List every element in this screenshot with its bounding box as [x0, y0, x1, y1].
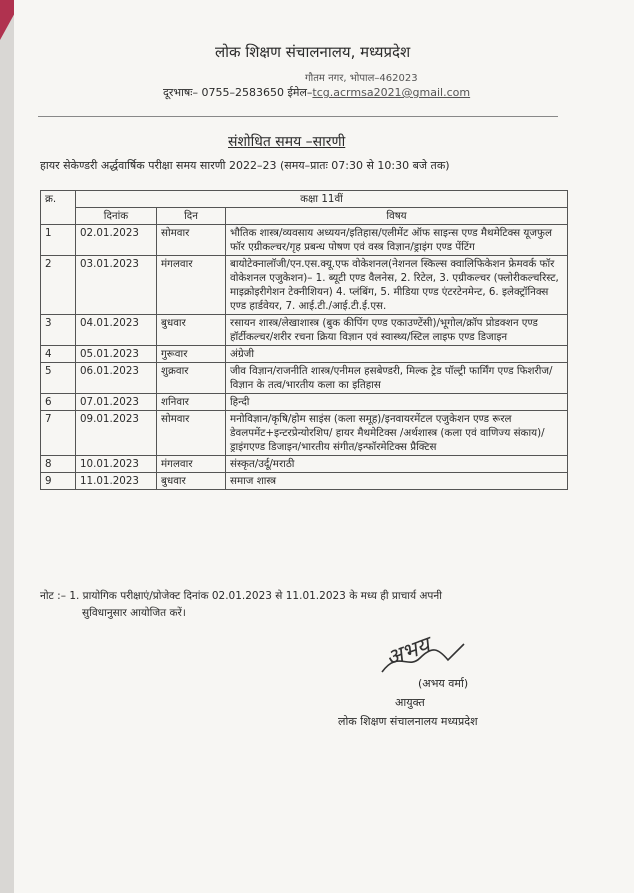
signatory-name: (अभय वर्मा): [418, 677, 469, 690]
table-row: [41, 225, 568, 256]
note-label: नोट :–: [40, 590, 66, 602]
document-subtitle: हायर सेकेण्डरी अर्द्धवार्षिक परीक्षा समय सारणी 2022–23 (समय–प्रातः 07:30 से 10:30 बजे तक): [40, 159, 450, 172]
row-date: 10.01.2023: [76, 456, 157, 473]
email-label: ईमेल–: [287, 86, 313, 99]
document-title: संशोधित समय –सारणी: [228, 134, 346, 150]
column-header-day: दिन: [157, 208, 226, 225]
row-date: 11.01.2023: [76, 473, 157, 490]
signatory-office: लोक शिक्षण संचालनालय मध्यप्रदेश: [338, 715, 478, 728]
table-subheader-row: [41, 208, 568, 225]
row-no: 8: [41, 456, 76, 473]
table-row: [41, 346, 568, 363]
row-subject: हिन्दी: [226, 394, 568, 411]
column-header-date: दिनांक: [76, 208, 157, 225]
office-name: लोक शिक्षण संचालनालय, मध्यप्रदेश: [215, 43, 411, 61]
row-no: 9: [41, 473, 76, 490]
table-row: [41, 315, 568, 346]
row-date: 03.01.2023: [76, 256, 157, 315]
row-date: 09.01.2023: [76, 411, 157, 456]
row-day: शुक्रवार: [157, 363, 226, 394]
row-day: बुधवार: [157, 473, 226, 490]
table-row: [41, 363, 568, 394]
row-no: 3: [41, 315, 76, 346]
column-header-no: क्र.: [41, 191, 76, 225]
signatory-role: आयुक्त: [395, 696, 425, 709]
row-date: 06.01.2023: [76, 363, 157, 394]
exam-timetable: [40, 190, 568, 490]
row-day: मंगलवार: [157, 256, 226, 315]
table-header-row: [41, 191, 568, 208]
row-date: 02.01.2023: [76, 225, 157, 256]
row-date: 04.01.2023: [76, 315, 157, 346]
note-line-1: 1. प्रायोगिक परीक्षाएं/प्रोजेक्ट दिनांक 02.01.2023 से 11.01.2023 के मध्य ही प्राचार्य अपनी: [69, 590, 442, 602]
column-header-subject: विषय: [226, 208, 568, 225]
row-no: 6: [41, 394, 76, 411]
row-day: मंगलवार: [157, 456, 226, 473]
table-row: [41, 456, 568, 473]
row-date: 07.01.2023: [76, 394, 157, 411]
row-subject: रसायन शास्त्र/लेखाशास्त्र (बुक कीपिंग एण्ड एकाउण्टेंसी)/भूगोल/क्रॉप प्रोडक्शन एण्ड हॉर्टीकल्चर/शरीर रचना क्रिया विज्ञान एवं स्वास्थ्य/स्टिल लाइफ एण्ड डिजाइन: [226, 315, 568, 346]
column-header-class: कक्षा 11वीं: [76, 191, 568, 208]
signature-text: अभय: [382, 632, 434, 672]
office-address: गौतम नगर, भोपाल–462023: [305, 73, 418, 84]
table-row: [41, 256, 568, 315]
phone-number: दूरभाषः– 0755–2583650: [163, 86, 284, 99]
row-subject: जीव विज्ञान/राजनीति शास्त्र/एनीमल हसबेण्डरी, मिल्क ट्रेड पॉल्ट्री फार्मिंग एण्ड फिशरीज/विज्ञान के तत्व/भारतीय कला का इतिहास: [226, 363, 568, 394]
page-edge: [0, 0, 14, 893]
row-subject: संस्कृत/उर्दू/मराठी: [226, 456, 568, 473]
row-subject: मनोविज्ञान/कृषि/होम साइंस (कला समूह)/इनवायरमेंटल एजुकेशन एण्ड रूरल डेवलपमेंट+इन्टरप्रेन्योरशिप/ हायर मैथमेटिक्स /अर्थशास्त्र (कला एवं वाणिज्य संकाय)/ड्राइंगएण्ड डिजाइन/भारतीय संगीत/इन्फॉरमेटिक्स प्रैक्टिस: [226, 411, 568, 456]
row-no: 4: [41, 346, 76, 363]
row-subject: समाज शास्त्र: [226, 473, 568, 490]
table-row: [41, 411, 568, 456]
email-address: tcg.acrmsa2021@gmail.com: [312, 86, 471, 99]
row-no: 7: [41, 411, 76, 456]
row-subject: भौतिक शास्त्र/व्यवसाय अध्ययन/इतिहास/एलीमेंट ऑफ साइन्स एण्ड मैथमेटिक्स यूजफुल फॉर एग्रीकल्चर/गृह प्रबन्ध पोषण एवं वस्त्र विज्ञान/ड्राइंग एण्ड पेंटिंग: [226, 225, 568, 256]
row-subject: बायोटेक्नालॉजी/एन.एस.क्यू.एफ वोकेशनल(नेशनल स्किल्स क्वालिफिकेशन फ्रेमवर्क फॉर वोकेशनल एजुकेशन)– 1. ब्यूटी एण्ड वैलनेस, 2. रिटेल, 3. एग्रीकल्चर (फ्लोरीकल्चरिस्ट, माइक्रोइरीगेशन टेक्नीशियन) 4. प्लंबिंग, 5. मीडिया एण्ड एंटरटेनमेन्ट, 6. इलेक्ट्रॉनिक्स एण्ड हार्डवेयर, 7. आई.टी./आई.टी.ई.एस.: [226, 256, 568, 315]
row-no: 2: [41, 256, 76, 315]
note-block: [40, 588, 580, 622]
table-row: [41, 394, 568, 411]
row-day: सोमवार: [157, 411, 226, 456]
header-divider: [38, 116, 558, 117]
note-line-2: सुविधानुसार आयोजित करें।: [82, 607, 186, 619]
row-subject: अंग्रेजी: [226, 346, 568, 363]
row-day: शनिवार: [157, 394, 226, 411]
contact-line: [163, 85, 470, 100]
row-day: सोमवार: [157, 225, 226, 256]
row-day: गुरूवार: [157, 346, 226, 363]
table-row: [41, 473, 568, 490]
row-day: बुधवार: [157, 315, 226, 346]
row-date: 05.01.2023: [76, 346, 157, 363]
row-no: 5: [41, 363, 76, 394]
row-no: 1: [41, 225, 76, 256]
